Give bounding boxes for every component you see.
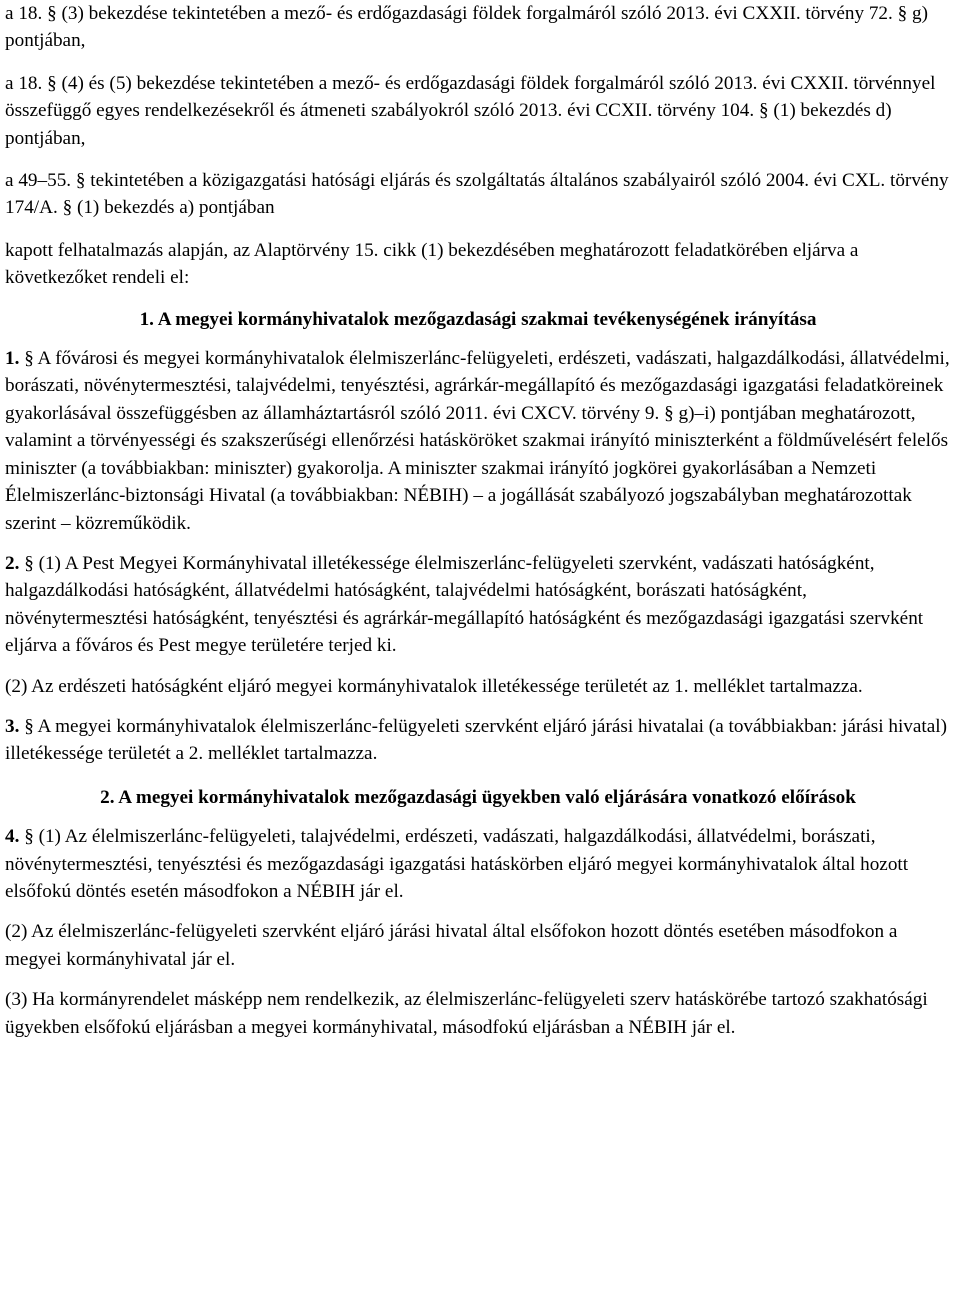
section-1-number: 1. [5,348,20,370]
document-page [5,0,951,1054]
preamble-paragraph-2: a 18. § (4) és (5) bekezdése tekintetében a mező- és erdőgazdasági földek forgalmáról szóló 2013. évi CXXII. törvénnyel összefüggő egyes rendelkezésekről és átmeneti szabályokról szóló 2013. évi CCXII. törvény 104. § (1) bekezdés d) pontjában, [5,72,936,149]
section-4-subsection-2: (2) Az élelmiszerlánc-felügyeleti szervként eljáró járási hivatal által elsőfokon hozott döntés esetében másodfokon a megyei kormányhivatal jár el. [5,921,898,970]
section-2-number: 2. [5,552,20,574]
section-4-text: § (1) Az élelmiszerlánc-felügyeleti, talajvédelmi, erdészeti, vadászati, halgazdálkodási, állatvédelmi, borászati, növénytermesztési, tenyésztési és mezőgazdasági igazgatási hatáskörben eljáró megyei kormányhivatalok által hozott elsőfokú döntés esetén másodfokon a NÉBIH jár el. [5,826,909,902]
section-1-text: § A fővárosi és megyei kormányhivatalok élelmiszerlánc-felügyeleti, erdészeti, vadászati, halgazdálkodási, állatvédelmi, borászati, növénytermesztési, talajvédelmi, tenyésztési, agrárkár-megállapító és mezőgazdasági igazgatási feladatköreinek gyakorlásával összefüggésben az államháztartásról szóló 2011. évi CXCV. törvény 9. § g)–i) pontjában meghatározott, valamint a törvényességi és szakszerűségi ellenőrzési hatásköröket szakmai irányító miniszterként a földművelésért felelős miniszter (a továbbiakban: miniszter) gyakorolja. A miniszter szakmai irányító jogkörei gyakorlásában a Nemzeti Élelmiszerlánc-biztonsági Hivatal (a továbbiakban: NÉBIH) – a jogállását szabályozó jogszabályban meghatározottak szerint – közreműködik. [5,348,950,534]
section-4-number: 4. [5,826,20,848]
preamble-paragraph-3: a 49–55. § tekintetében a közigazgatási hatósági eljárás és szolgáltatás általános szabályairól szóló 2004. évi CXL. törvény 174/A. § (1) bekezdés a) pontjában [5,170,949,219]
section-3 [5,713,951,768]
preamble-paragraph-4: kapott felhatalmazás alapján, az Alaptörvény 15. cikk (1) bekezdésében meghatározott feladatkörében eljárva a következőket rendeli el: [5,239,859,289]
section-4 [5,823,951,905]
section-3-number: 3. [5,715,20,737]
section-2 [5,550,951,660]
section-2-text: § (1) A Pest Megyei Kormányhivatal illetékessége élelmiszerlánc-felügyeleti szervként, vadászati hatóságként, halgazdálkodási hatóságként, állatvédelmi hatóságként, talajvédelmi hatóságként, borászati hatóságként, növénytermesztési hatóságként, tenyésztési és agrárkár-megállapító hatóságként és mezőgazdasági igazgatási szervként eljárva a főváros és Pest megye területére terjed ki. [5,552,924,657]
section-3-text: § A megyei kormányhivatalok élelmiszerlánc-felügyeleti szervként eljáró járási hivatalai (a továbbiakban: járási hivatal) illetékessége területét a 2. melléklet tartalmazza. [5,715,947,765]
chapter-2-title: 2. A megyei kormányhivatalok mezőgazdasági ügyekben való eljárására vonatkozó előírások [100,786,856,808]
section-4-subsection-3: (3) Ha kormányrendelet másképp nem rendelkezik, az élelmiszerlánc-felügyeleti szerv hatáskörébe tartozó szakhatósági ügyekben elsőfokú eljárásban a megyei kormányhivatal, másodfokú eljárásban a NÉBIH jár el. [5,989,928,1038]
chapter-1-title: 1. A megyei kormányhivatalok mezőgazdasági szakmai tevékenységének irányítása [139,308,817,330]
section-2-subsection-2: (2) Az erdészeti hatóságként eljáró megyei kormányhivatalok illetékessége területét az 1. melléklet tartalmazza. [5,675,863,697]
preamble-paragraph-1: a 18. § (3) bekezdése tekintetében a mező- és erdőgazdasági földek forgalmáról szóló 2013. évi CXXII. törvény 72. § g) pontjában, [5,3,928,52]
section-1 [5,345,951,537]
